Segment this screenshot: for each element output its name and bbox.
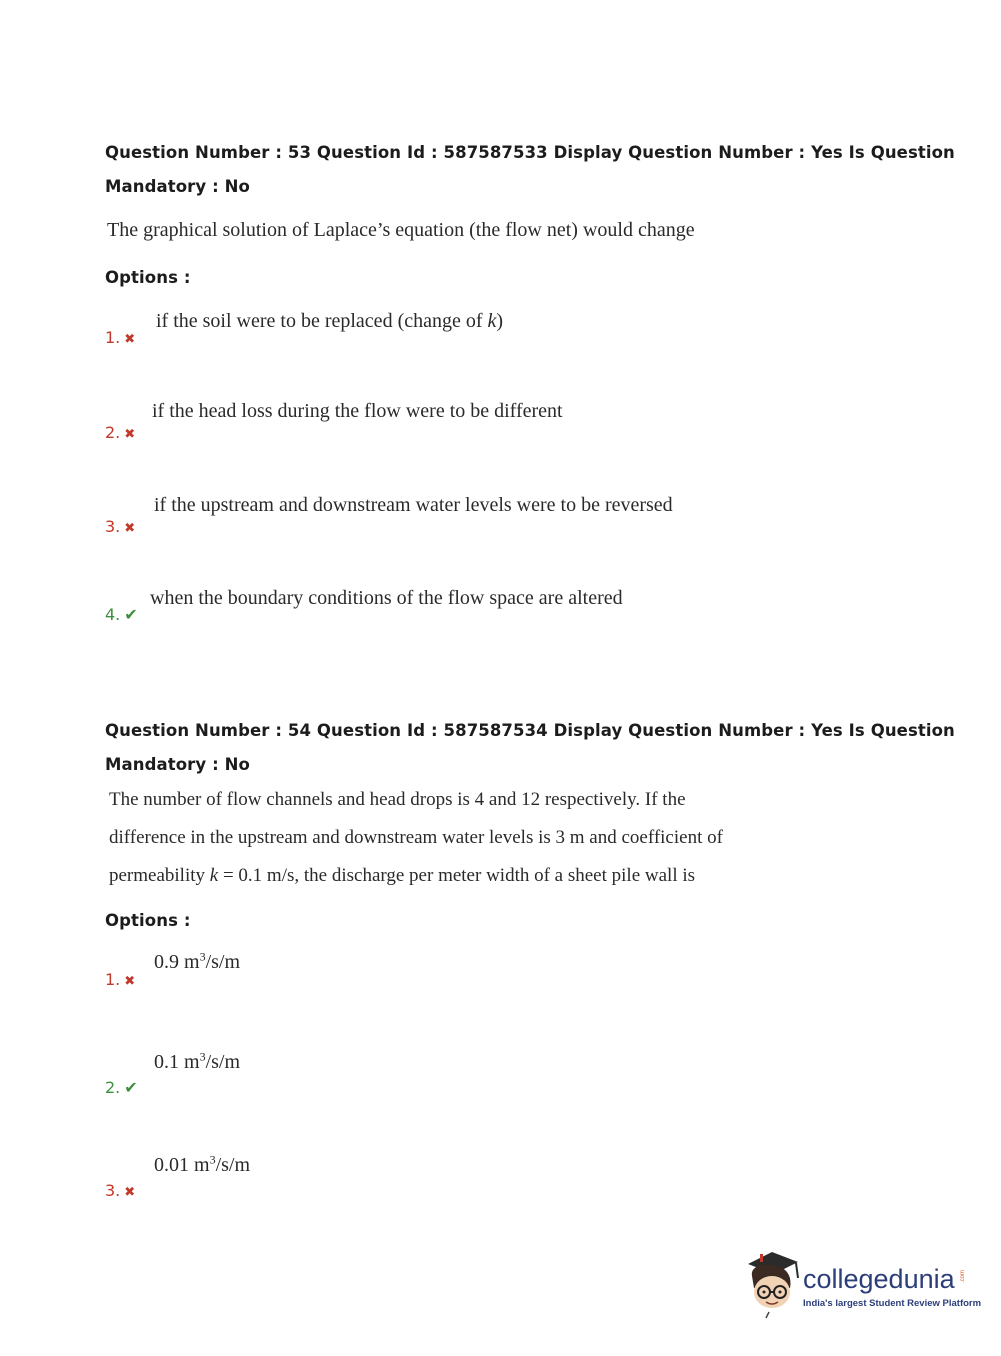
cross-icon: ✖ <box>124 427 136 442</box>
cross-icon: ✖ <box>124 974 136 989</box>
q54-option-2-text: 0.1 $m^3/s/m$ <box>154 1049 241 1073</box>
question-54-options-label: Options : <box>105 911 191 930</box>
q54-option-2-label: 2. ✔ <box>105 1078 138 1097</box>
q53-option-1-text: if the soil were to be replaced (change of k) <box>156 310 504 332</box>
q53-option-4-label: 4. ✔ <box>105 605 138 624</box>
question-53-header-line2: Mandatory : No <box>105 177 250 196</box>
q53-option-3-label: 3. ✖ <box>105 517 136 536</box>
q53-option-2-label: 2. ✖ <box>105 423 136 442</box>
question-54-text-line3: permeability k = 0.1 m/s, the discharge per meter width of a sheet pile wall is <box>109 865 696 886</box>
question-54-text-line1: The number of flow channels and head drops is 4 and 12 respectively. If the <box>109 789 686 810</box>
question-53-text: The graphical solution of Laplace’s equation (the flow net) would change <box>107 219 695 241</box>
q54-option-1-text: 0.9 $m^3/s/m$ <box>154 949 241 973</box>
cross-icon: ✖ <box>124 1185 136 1200</box>
question-54-header-line2: Mandatory : No <box>105 755 250 774</box>
student-mascot-icon <box>742 1248 802 1320</box>
q54-option-3-label: 3. ✖ <box>105 1181 136 1200</box>
question-53-options-label: Options : <box>105 268 191 287</box>
brand-dotcom: .com <box>960 1270 966 1284</box>
question-54-header-line1: Question Number : 54 Question Id : 587587534 Display Question Number : Yes Is Question <box>105 721 955 740</box>
brand-name: collegedunia <box>803 1264 955 1294</box>
cross-icon: ✖ <box>124 521 136 536</box>
cross-icon: ✖ <box>124 332 136 347</box>
q53-option-3-text: if the upstream and downstream water levels were to be reversed <box>154 494 673 516</box>
q54-option-3-text: 0.01 $m^3/s/m$ <box>154 1152 251 1176</box>
q54-option-1-label: 1. ✖ <box>105 970 136 989</box>
q53-option-1-label: 1. ✖ <box>105 328 136 347</box>
check-icon: ✔ <box>124 605 138 624</box>
brand-tagline: India's largest Student Review Platform <box>803 1298 982 1309</box>
check-icon: ✔ <box>124 1078 138 1097</box>
question-53-header-line1: Question Number : 53 Question Id : 587587533 Display Question Number : Yes Is Question <box>105 143 955 162</box>
question-54-text-line2: difference in the upstream and downstream water levels is 3 m and coefficient of <box>109 827 723 848</box>
q53-option-4-text: when the boundary conditions of the flow space are altered <box>150 587 623 609</box>
q53-option-2-text: if the head loss during the flow were to be different <box>152 400 563 422</box>
